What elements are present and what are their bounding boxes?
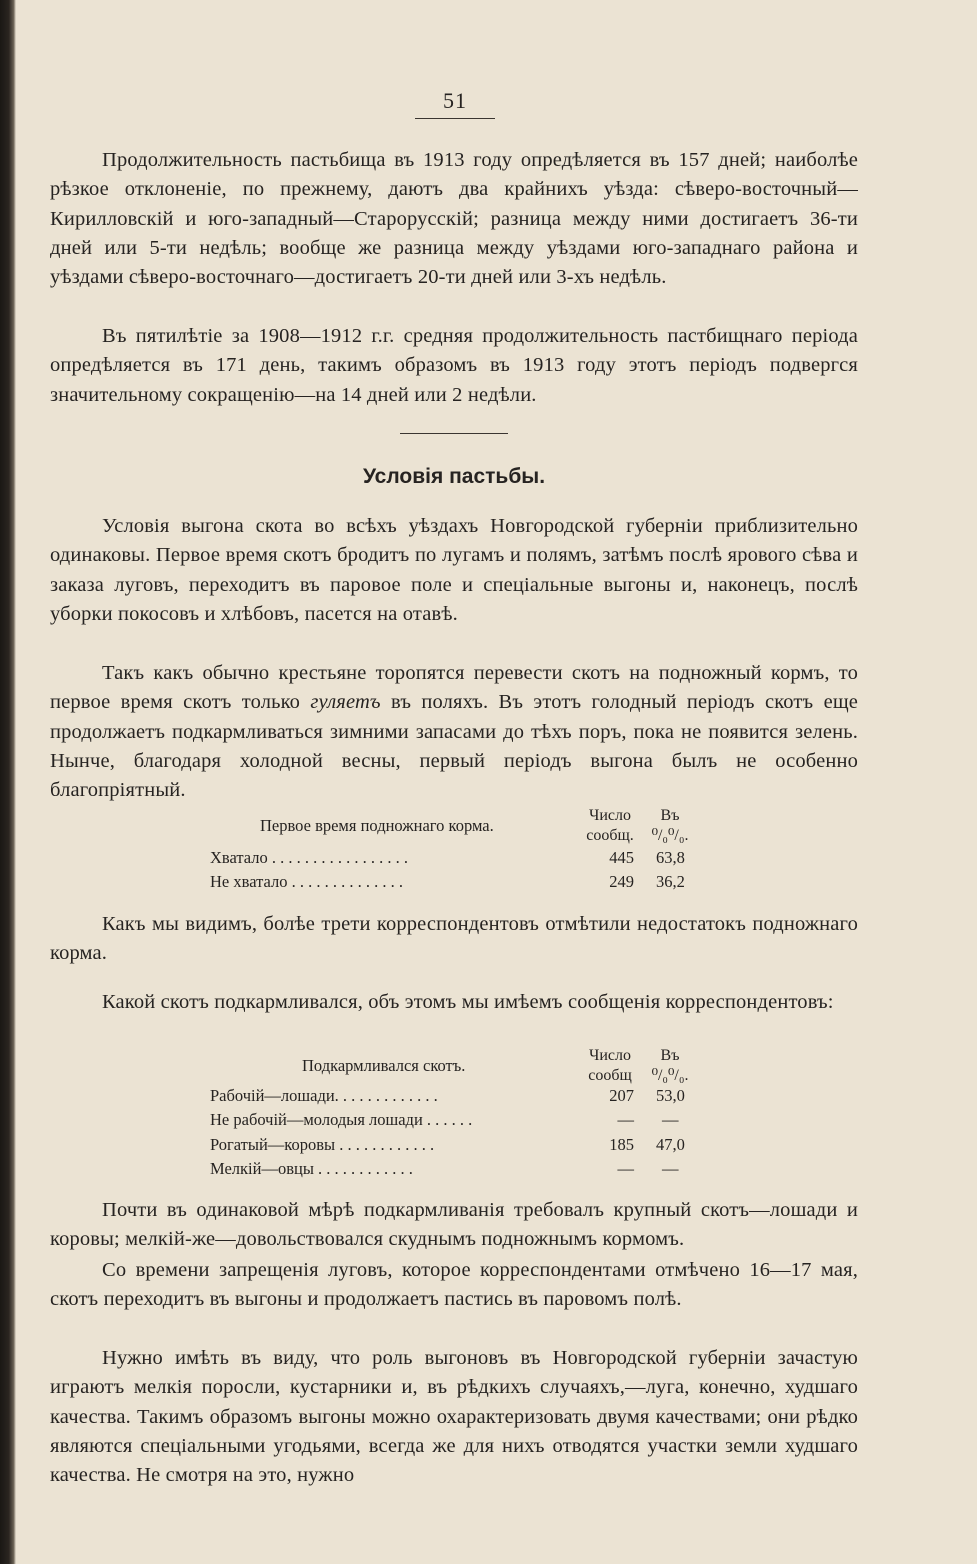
- leader-dots: . . . . . . . . . . . . .: [334, 1086, 438, 1105]
- row-label: [210, 872, 403, 892]
- column-header-line: Число: [588, 807, 632, 824]
- column-header-line: Въ: [660, 807, 680, 824]
- column-header-line: сообщ: [588, 1067, 632, 1084]
- paragraph-pasture-duration: Продолжительность пастьбища въ 1913 году опредѣляется въ 157 дней; наиболѣе рѣзкое отклоненіе, по прежнему, даютъ два крайнихъ уѣзда: сѣверо-восточный—Кирилловскій и юго-западный—Старорусскій; разница между ними достигаетъ 36-ти дней или 5-ти недѣль; вообще же разница между уѣздами юго-западнаго района и уѣздами сѣверо-восточнаго—достигаетъ 20-ти дней или 3-хъ недѣль.: [50, 149, 858, 289]
- leader-dots: . . . . . . . . . . . . . . . . .: [271, 848, 408, 867]
- row-percent: 36,2: [656, 872, 685, 891]
- column-header-line: Число: [588, 1047, 632, 1064]
- leader-dots: . . . . . . . . . . . .: [318, 1159, 413, 1178]
- row-count: —: [617, 1110, 634, 1129]
- page-number-rule: [415, 118, 495, 119]
- section-heading: Условія пастьбы.: [362, 465, 546, 488]
- row-label-text: Рогатый—коровы: [210, 1135, 336, 1154]
- row-label-text: Хватало: [210, 848, 268, 867]
- table-row: [210, 1110, 710, 1134]
- row-label-text: Не хватало: [210, 872, 288, 891]
- paragraph-grazing-conditions: Условія выгона скота во всѣхъ уѣздахъ Новгородской губерніи приблизительно одинаковы. Первое время скотъ бродитъ по лугамъ и полямъ, затѣмъ послѣ ярового сѣва и заказа луговъ, переходитъ въ паровое поле и спеціальные выгоны и, наконецъ, послѣ уборки покосовъ и хлѣбовъ, пасется на отавѣ.: [50, 515, 858, 625]
- table-row: [210, 1086, 710, 1110]
- row-label-text: Мелкій—овцы: [210, 1159, 314, 1178]
- row-label: [210, 1159, 413, 1179]
- row-percent: 53,0: [656, 1086, 685, 1105]
- leader-dots: . . . . . .: [426, 1110, 473, 1129]
- table-title: Первое время подножнаго корма.: [260, 816, 494, 835]
- text-segment: Такъ какъ обычно крестьяне торопятся перевести скотъ на подножный кормъ, то первое время скотъ только: [50, 662, 858, 714]
- table-row: [210, 848, 710, 872]
- row-label: [210, 1086, 438, 1106]
- row-label: [210, 848, 408, 868]
- row-label-text: Не рабочій—молодыя лошади: [210, 1110, 423, 1129]
- page-number: 51: [443, 88, 467, 113]
- table-row: [210, 1135, 710, 1159]
- row-count: —: [617, 1159, 634, 1178]
- column-header-line: ⁰/₀⁰/₀.: [651, 827, 689, 844]
- table-row: [210, 872, 710, 896]
- paragraph-five-year-average: Въ пятилѣтіе за 1908—1912 г.г. средняя продолжительность пастбищнаго періода опредѣляется въ 171 день, такимъ образомъ въ 1913 году этотъ періодъ подвергся значительному сокращенію—на 14 дней или 2 недѣли.: [50, 325, 858, 406]
- text-segment: въ поляхъ. Въ этотъ голодный періодъ скотъ еще продолжаетъ подкармливаться зимними запасами до тѣхъ поръ, пока не появится зелень. Нынче, благодаря холодной весны, первый періодъ выгона былъ не особенно благопріятный.: [50, 691, 858, 802]
- row-count: 445: [609, 848, 634, 867]
- row-percent: —: [662, 1159, 679, 1178]
- table-row: [210, 1159, 710, 1183]
- row-label: [210, 1135, 434, 1155]
- book-spine-edge: [0, 0, 16, 1564]
- row-label-text: Рабочій—лошади: [210, 1086, 335, 1105]
- column-header-count: [580, 1046, 640, 1086]
- row-count: 249: [609, 872, 634, 891]
- italic-word: гуляетъ: [310, 691, 381, 714]
- column-header-count: [580, 806, 640, 846]
- paragraph-large-livestock: Почти въ одинаковой мѣрѣ подкармливанія требовалъ крупный скотъ—лошади и коровы; мелкій-же—довольствовался скуднымъ подножнымъ кормомъ.: [50, 1199, 858, 1251]
- paragraph-early-period: [50, 659, 858, 805]
- table-supplemental-feeding: [210, 1044, 730, 1184]
- column-header-line: сообщ.: [586, 827, 634, 844]
- column-header-percent: [642, 1046, 698, 1086]
- column-header-line: ⁰/₀⁰/₀.: [651, 1067, 689, 1084]
- column-header-percent: [642, 806, 698, 846]
- row-percent: —: [662, 1110, 679, 1129]
- leader-dots: . . . . . . . . . . . .: [339, 1135, 435, 1154]
- paragraph-meadow-ban: Со времени запрещенія луговъ, которое корреспондентами отмѣчено 16—17 мая, скотъ переходитъ въ выгоны и продолжаетъ пастись въ паровомъ полѣ.: [50, 1259, 858, 1311]
- paragraph-table2-intro: Какой скотъ подкармливался, объ этомъ мы имѣемъ сообщенія корреспондентовъ:: [102, 991, 834, 1013]
- row-percent: 47,0: [656, 1135, 685, 1154]
- section-divider: [400, 433, 508, 434]
- table-title: Подкармливался скотъ.: [302, 1056, 466, 1075]
- paragraph-pasture-quality: Нужно имѣть въ виду, что роль выгоновъ въ Новгородской губерніи зачастую играютъ мелкія поросли, кустарники и, въ рѣдкихъ случаяхъ,—луга, конечно, худшаго качества. Такимъ образомъ выгоны можно охарактеризовать двумя качествами; они рѣдко являются спеціальными угодьями, всегда же для нихъ отводятся участки земли худшаго качества. Не смотря на это, нужно: [50, 1347, 858, 1487]
- column-header-line: Въ: [660, 1047, 680, 1064]
- row-count: 185: [609, 1135, 634, 1154]
- table-forage: [210, 804, 730, 894]
- row-percent: 63,8: [656, 848, 685, 867]
- row-count: 207: [609, 1086, 634, 1105]
- paragraph-table1-summary: Какъ мы видимъ, болѣе трети корреспондентовъ отмѣтили недостатокъ подножнаго корма.: [50, 913, 858, 965]
- row-label: [210, 1110, 472, 1130]
- leader-dots: . . . . . . . . . . . . . .: [291, 872, 403, 891]
